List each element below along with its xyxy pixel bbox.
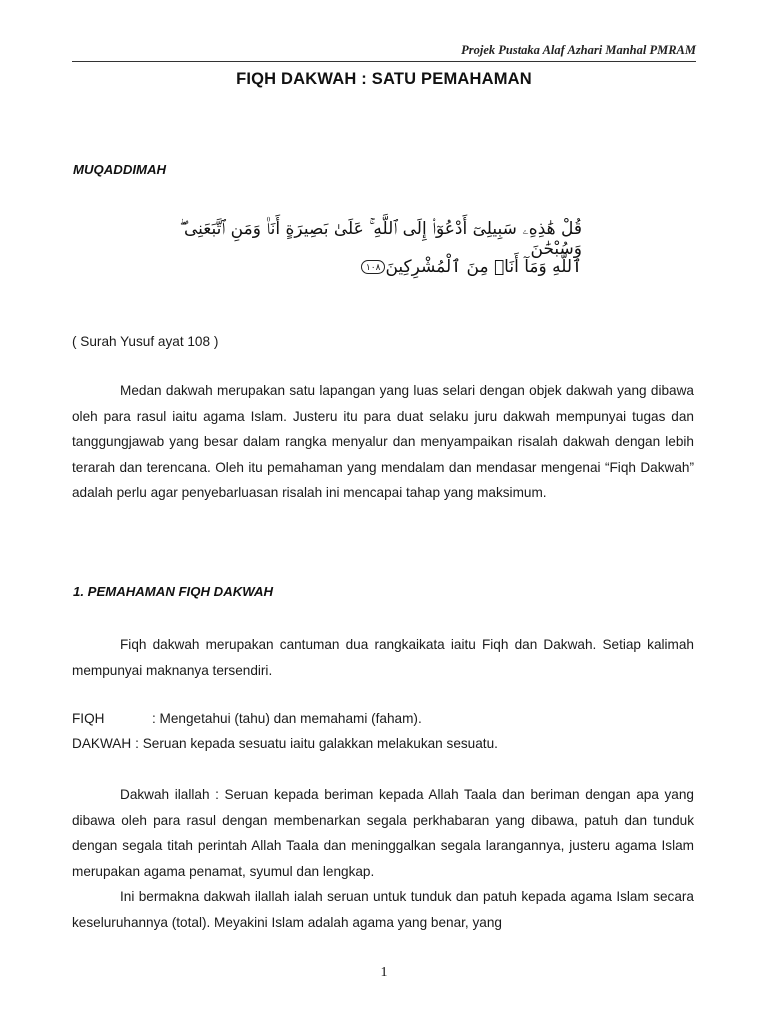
- dakwah-ilallah-paragraph: Dakwah ilallah : Seruan kepada beriman kepada Allah Taala dan beriman dengan apa yang dibawa oleh para rasul dengan membenarkan segala perkhabaran yang dibawa, patuh dan tunduk dengan segala titah perintah Allah Taala dan meninggalkan segala larangannya, justeru agama Islam merupakan agama penamat, syumul dan lengkap.: [72, 787, 694, 879]
- definition-text: : Mengetahui (tahu) dan memahami (faham).: [152, 711, 422, 726]
- quran-verse-line-1: قُلْ هَٰذِهِۦ سَبِيلِىٓ أَدْعُوٓا۟ إِلَى ٱللَّهِ ۚ عَلَىٰ بَصِيرَةٍ أَنَا۠ وَمَنِ ٱتَّبَعَنِى ۖ وَسُبْحَٰنَ: [179, 219, 582, 259]
- running-header: Projek Pustaka Alaf Azhari Manhal PMRAM: [461, 43, 696, 57]
- quran-verse-line-2-text: ٱللَّهِ وَمَآ أَنَا۠ مِنَ ٱلْمُشْرِكِينَ: [385, 257, 582, 277]
- quran-verse-line-2: [162, 256, 582, 277]
- definition-text: : Seruan kepada sesuatu iaitu galakkan melakukan sesuatu.: [135, 736, 498, 751]
- section-1-heading: 1. PEMAHAMAN FIQH DAKWAH: [73, 584, 274, 599]
- definition-term: FIQH: [72, 711, 105, 726]
- muqaddimah-paragraph: Medan dakwah merupakan satu lapangan yang luas selari dengan objek dakwah yang dibawa oleh para rasul iaitu agama Islam. Justeru itu para duat selaku juru dakwah mempunyai tugas dan tanggungjawab yang besar dalam rangka menyalur dan menyampaikan risalah dakwah dengan lebih terarah dan terencana. Oleh itu pemahaman yang mendalam dan mendasar mengenai “Fiqh Dakwah” adalah perlu agar penyebarluasan risalah ini mencapai tahap yang maksimum.: [72, 383, 694, 500]
- ayah-number-marker: ١٠٨: [361, 260, 386, 274]
- verse-citation: ( Surah Yusuf ayat 108 ): [72, 334, 219, 349]
- definition-term: DAKWAH: [72, 736, 132, 751]
- muqaddimah-heading: MUQADDIMAH: [73, 162, 167, 177]
- section-1-intro-paragraph: Fiqh dakwah merupakan cantuman dua rangkaikata iaitu Fiqh dan Dakwah. Setiap kalimah mempunyai maknanya tersendiri.: [72, 637, 694, 678]
- definition-dakwah: [72, 736, 498, 751]
- page-number: 1: [380, 965, 388, 980]
- dakwah-meaning-paragraph: Ini bermakna dakwah ilallah ialah seruan untuk tunduk dan patuh kepada agama Islam secara keseluruhannya (total). Meyakini Islam adalah agama yang benar, yang: [72, 889, 694, 930]
- document-title: FIQH DAKWAH : SATU PEMAHAMAN: [236, 70, 532, 88]
- definition-fiqh: [72, 711, 422, 726]
- header-divider: [72, 61, 696, 62]
